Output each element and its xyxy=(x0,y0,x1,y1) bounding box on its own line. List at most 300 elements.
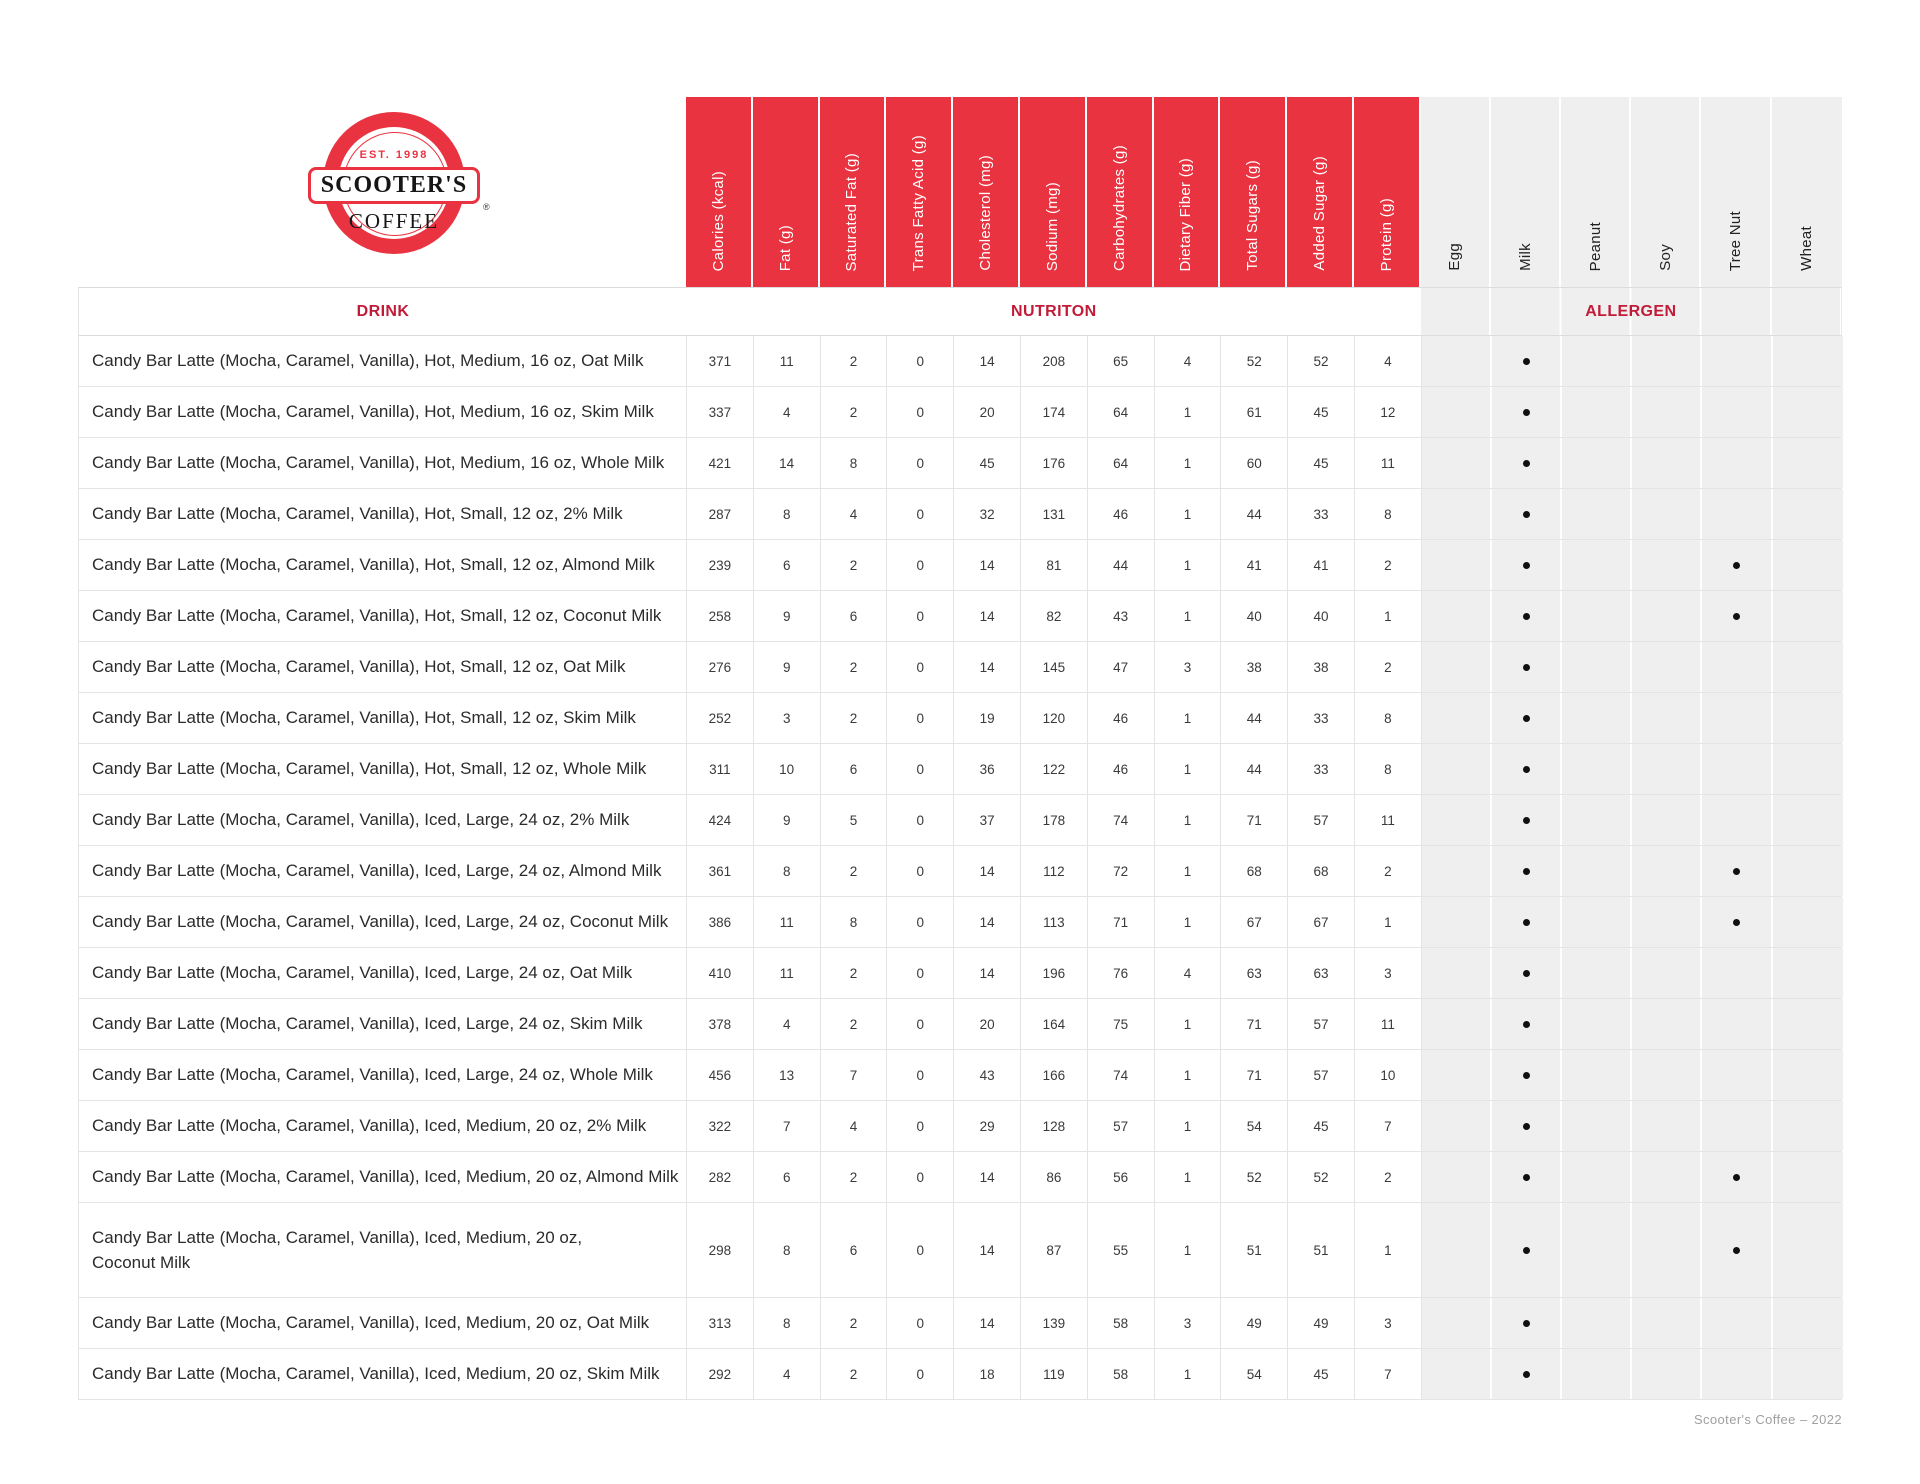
nutrition-column-label: Protein (g) xyxy=(1377,197,1395,271)
nutrition-table xyxy=(78,97,1842,1400)
nutrition-value-cell: 29 xyxy=(954,1101,1021,1151)
allergen-cell xyxy=(1702,1349,1772,1399)
nutrition-value-cell: 7 xyxy=(754,1101,821,1151)
allergen-dot xyxy=(1523,868,1530,875)
nutrition-value-cell: 67 xyxy=(1221,897,1288,947)
nutrition-value-cell: 0 xyxy=(887,1050,954,1100)
allergen-cell xyxy=(1773,693,1843,743)
allergen-dot xyxy=(1733,613,1740,620)
nutrition-value-cell: 86 xyxy=(1021,1152,1088,1202)
nutrition-value-cell: 112 xyxy=(1021,846,1088,896)
nutrition-value-cell: 14 xyxy=(754,438,821,488)
table-row xyxy=(79,642,1841,693)
table-row xyxy=(79,336,1841,387)
nutrition-value-cell: 51 xyxy=(1288,1203,1355,1297)
drink-name-line: Candy Bar Latte (Mocha, Caramel, Vanilla), Hot, Small, 12 oz, Coconut Milk xyxy=(92,606,662,626)
nutrition-value-cell: 164 xyxy=(1021,999,1088,1049)
allergen-cell xyxy=(1632,489,1702,539)
allergen-cell xyxy=(1562,1203,1632,1297)
nutrition-value-cell: 0 xyxy=(887,1298,954,1348)
nutrition-value-cell: 1 xyxy=(1155,846,1222,896)
drink-name-line: Candy Bar Latte (Mocha, Caramel, Vanilla), Hot, Small, 12 oz, Whole Milk xyxy=(92,759,647,779)
nutrition-value-cell: 2 xyxy=(1355,642,1422,692)
nutrition-column-header xyxy=(1354,97,1421,287)
nutrition-value-cell: 47 xyxy=(1088,642,1155,692)
allergen-cell xyxy=(1492,336,1562,386)
allergen-cell xyxy=(1422,1298,1492,1348)
nutrition-value-cell: 1 xyxy=(1155,387,1222,437)
drink-name-cell xyxy=(79,1101,687,1151)
allergen-cell xyxy=(1632,1050,1702,1100)
drink-name-line: Candy Bar Latte (Mocha, Caramel, Vanilla), Iced, Large, 24 oz, Almond Milk xyxy=(92,861,662,881)
nutrition-column-header xyxy=(1154,97,1221,287)
nutrition-value-cell: 2 xyxy=(821,336,888,386)
allergen-cell xyxy=(1422,744,1492,794)
drink-name-line: Candy Bar Latte (Mocha, Caramel, Vanilla), Iced, Medium, 20 oz, 2% Milk xyxy=(92,1116,647,1136)
drink-name-cell xyxy=(79,591,687,641)
nutrition-value-cell: 6 xyxy=(821,591,888,641)
nutrition-value-cell: 14 xyxy=(954,1298,1021,1348)
nutrition-value-cell: 2 xyxy=(821,1152,888,1202)
table-row xyxy=(79,948,1841,999)
allergen-cell xyxy=(1422,1152,1492,1202)
allergen-cell xyxy=(1562,897,1632,947)
allergen-cell xyxy=(1422,846,1492,896)
drink-name-cell xyxy=(79,489,687,539)
nutrition-value-cell: 87 xyxy=(1021,1203,1088,1297)
allergen-cell xyxy=(1422,438,1492,488)
nutrition-value-cell: 76 xyxy=(1088,948,1155,998)
nutrition-value-cell: 19 xyxy=(954,693,1021,743)
allergen-column-label: Egg xyxy=(1446,243,1464,271)
allergen-cell xyxy=(1422,591,1492,641)
nutrition-value-cell: 82 xyxy=(1021,591,1088,641)
allergen-cell xyxy=(1773,744,1843,794)
allergen-cell xyxy=(1632,846,1702,896)
allergen-cell xyxy=(1422,642,1492,692)
allergen-cell xyxy=(1632,1152,1702,1202)
allergen-cell xyxy=(1632,1298,1702,1348)
nutrition-value-cell: 298 xyxy=(687,1203,754,1297)
drink-name-line: Candy Bar Latte (Mocha, Caramel, Vanilla), Iced, Large, 24 oz, Oat Milk xyxy=(92,963,633,983)
table-row xyxy=(79,693,1841,744)
nutrition-value-cell: 36 xyxy=(954,744,1021,794)
allergen-cell xyxy=(1632,1101,1702,1151)
nutrition-value-cell: 145 xyxy=(1021,642,1088,692)
nutrition-value-cell: 75 xyxy=(1088,999,1155,1049)
nutrition-column-label: Trans Fatty Acid (g) xyxy=(910,134,928,271)
allergen-cell xyxy=(1632,693,1702,743)
nutrition-value-cell: 128 xyxy=(1021,1101,1088,1151)
allergen-dot xyxy=(1523,919,1530,926)
section-header-row xyxy=(78,287,1842,336)
nutrition-value-cell: 45 xyxy=(954,438,1021,488)
nutrition-value-cell: 72 xyxy=(1088,846,1155,896)
allergen-cell xyxy=(1422,795,1492,845)
table-row xyxy=(79,846,1841,897)
nutrition-value-cell: 122 xyxy=(1021,744,1088,794)
nutrition-value-cell: 11 xyxy=(1355,438,1422,488)
nutrition-value-cell: 43 xyxy=(954,1050,1021,1100)
allergen-cell xyxy=(1773,1298,1843,1348)
table-row xyxy=(79,1152,1841,1203)
nutrition-value-cell: 40 xyxy=(1221,591,1288,641)
allergen-cell xyxy=(1773,336,1843,386)
nutrition-value-cell: 11 xyxy=(1355,795,1422,845)
nutrition-value-cell: 71 xyxy=(1221,795,1288,845)
nutrition-value-cell: 0 xyxy=(887,948,954,998)
drink-name-line: Candy Bar Latte (Mocha, Caramel, Vanilla), Hot, Small, 12 oz, Skim Milk xyxy=(92,708,636,728)
logo-est-text: EST. 1998 xyxy=(359,149,429,161)
section-title-nutrition: NUTRITON xyxy=(1011,302,1097,320)
nutrition-value-cell: 45 xyxy=(1288,1101,1355,1151)
allergen-cell xyxy=(1492,540,1562,590)
allergen-cell xyxy=(1562,1152,1632,1202)
nutrition-value-cell: 1 xyxy=(1155,1203,1222,1297)
allergen-cell xyxy=(1702,948,1772,998)
allergen-cell xyxy=(1492,489,1562,539)
nutrition-value-cell: 37 xyxy=(954,795,1021,845)
allergen-cell xyxy=(1422,387,1492,437)
allergen-cell xyxy=(1492,1152,1562,1202)
nutrition-value-cell: 33 xyxy=(1288,489,1355,539)
nutrition-value-cell: 20 xyxy=(954,999,1021,1049)
allergen-cell xyxy=(1562,642,1632,692)
allergen-cell xyxy=(1632,1349,1702,1399)
allergen-dot xyxy=(1523,715,1530,722)
drink-name-cell xyxy=(79,948,687,998)
nutrition-value-cell: 58 xyxy=(1088,1298,1155,1348)
allergen-dot xyxy=(1523,409,1530,416)
nutrition-value-cell: 4 xyxy=(1355,336,1422,386)
nutrition-value-cell: 1 xyxy=(1355,1203,1422,1297)
nutrition-value-cell: 176 xyxy=(1021,438,1088,488)
nutrition-value-cell: 14 xyxy=(954,897,1021,947)
drink-name-line: Candy Bar Latte (Mocha, Caramel, Vanilla), Hot, Small, 12 oz, Almond Milk xyxy=(92,555,655,575)
nutrition-value-cell: 1 xyxy=(1155,897,1222,947)
drink-name-line: Candy Bar Latte (Mocha, Caramel, Vanilla), Hot, Small, 12 oz, Oat Milk xyxy=(92,657,626,677)
nutrition-value-cell: 49 xyxy=(1221,1298,1288,1348)
allergen-column-header xyxy=(1701,97,1771,287)
allergen-cell xyxy=(1562,1101,1632,1151)
allergen-cell xyxy=(1773,387,1843,437)
allergen-column-header xyxy=(1631,97,1701,287)
nutrition-value-cell: 2 xyxy=(821,1298,888,1348)
nutrition-value-cell: 81 xyxy=(1021,540,1088,590)
allergen-cell xyxy=(1632,591,1702,641)
allergen-cell xyxy=(1492,1349,1562,1399)
nutrition-value-cell: 3 xyxy=(754,693,821,743)
nutrition-column-label: Total Sugars (g) xyxy=(1244,160,1262,271)
drink-name-line: Coconut Milk xyxy=(92,1253,191,1272)
nutrition-column-label: Saturated Fat (g) xyxy=(843,152,861,271)
drink-name-cell xyxy=(79,1203,687,1297)
allergen-cell xyxy=(1702,744,1772,794)
allergen-dot xyxy=(1523,970,1530,977)
nutrition-value-cell: 178 xyxy=(1021,795,1088,845)
allergen-cell xyxy=(1773,540,1843,590)
allergen-column-header xyxy=(1561,97,1631,287)
table-body xyxy=(78,336,1842,1400)
nutrition-value-cell: 67 xyxy=(1288,897,1355,947)
allergen-cell xyxy=(1773,1152,1843,1202)
nutrition-value-cell: 13 xyxy=(754,1050,821,1100)
allergen-dot xyxy=(1733,868,1740,875)
nutrition-value-cell: 8 xyxy=(754,1298,821,1348)
nutrition-value-cell: 46 xyxy=(1088,693,1155,743)
nutrition-value-cell: 52 xyxy=(1288,336,1355,386)
allergen-cell xyxy=(1702,1203,1772,1297)
nutrition-value-cell: 1 xyxy=(1155,1050,1222,1100)
table-row xyxy=(79,1203,1841,1298)
allergen-cell xyxy=(1702,642,1772,692)
nutrition-value-cell: 14 xyxy=(954,1152,1021,1202)
column-header-row xyxy=(78,97,1842,287)
nutrition-value-cell: 14 xyxy=(954,540,1021,590)
allergen-cell xyxy=(1562,540,1632,590)
nutrition-value-cell: 10 xyxy=(1355,1050,1422,1100)
allergen-column-label: Tree Nut xyxy=(1726,210,1744,271)
allergen-cell xyxy=(1632,1203,1702,1297)
nutrition-value-cell: 11 xyxy=(754,897,821,947)
nutrition-value-cell: 4 xyxy=(754,999,821,1049)
nutrition-value-cell: 1 xyxy=(1155,489,1222,539)
nutrition-value-cell: 64 xyxy=(1088,438,1155,488)
nutrition-value-cell: 11 xyxy=(754,336,821,386)
allergen-cell xyxy=(1492,744,1562,794)
nutrition-value-cell: 57 xyxy=(1288,1050,1355,1100)
nutrition-value-cell: 313 xyxy=(687,1298,754,1348)
allergen-cell xyxy=(1492,693,1562,743)
nutrition-column-header xyxy=(753,97,820,287)
nutrition-value-cell: 2 xyxy=(821,948,888,998)
allergen-column-header xyxy=(1491,97,1561,287)
nutrition-value-cell: 8 xyxy=(754,1203,821,1297)
nutrition-value-cell: 57 xyxy=(1088,1101,1155,1151)
allergen-dot xyxy=(1523,511,1530,518)
allergen-cell xyxy=(1422,948,1492,998)
allergen-dot xyxy=(1733,1247,1740,1254)
nutrition-value-cell: 8 xyxy=(754,489,821,539)
allergen-cell xyxy=(1702,336,1772,386)
allergen-dot xyxy=(1733,562,1740,569)
nutrition-value-cell: 6 xyxy=(754,1152,821,1202)
nutrition-value-cell: 74 xyxy=(1088,1050,1155,1100)
drink-name-cell xyxy=(79,642,687,692)
nutrition-value-cell: 3 xyxy=(1355,948,1422,998)
nutrition-value-cell: 0 xyxy=(887,387,954,437)
nutrition-value-cell: 3 xyxy=(1155,1298,1222,1348)
nutrition-value-cell: 0 xyxy=(887,438,954,488)
nutrition-value-cell: 74 xyxy=(1088,795,1155,845)
nutrition-value-cell: 1 xyxy=(1155,1349,1222,1399)
allergen-cell xyxy=(1702,1298,1772,1348)
nutrition-value-cell: 120 xyxy=(1021,693,1088,743)
allergen-cell xyxy=(1562,948,1632,998)
nutrition-value-cell: 2 xyxy=(1355,846,1422,896)
allergen-cell xyxy=(1422,1101,1492,1151)
allergen-cell xyxy=(1702,387,1772,437)
nutrition-value-cell: 0 xyxy=(887,1101,954,1151)
nutrition-value-cell: 196 xyxy=(1021,948,1088,998)
drink-name-cell xyxy=(79,1298,687,1348)
nutrition-value-cell: 54 xyxy=(1221,1101,1288,1151)
allergen-cell xyxy=(1773,846,1843,896)
allergen-cell xyxy=(1492,1050,1562,1100)
table-row xyxy=(79,1101,1841,1152)
nutrition-value-cell: 292 xyxy=(687,1349,754,1399)
nutrition-value-cell: 287 xyxy=(687,489,754,539)
logo-brand-name: SCOOTER'S xyxy=(320,172,468,198)
nutrition-column-label: Calories (kcal) xyxy=(709,170,727,271)
nutrition-value-cell: 14 xyxy=(954,336,1021,386)
drink-name-line: Candy Bar Latte (Mocha, Caramel, Vanilla), Iced, Medium, 20 oz, Almond Milk xyxy=(92,1167,679,1187)
nutrition-value-cell: 60 xyxy=(1221,438,1288,488)
nutrition-value-cell: 239 xyxy=(687,540,754,590)
nutrition-value-cell: 9 xyxy=(754,591,821,641)
nutrition-column-header xyxy=(1020,97,1087,287)
nutrition-value-cell: 3 xyxy=(1355,1298,1422,1348)
nutrition-column-label: Cholesterol (mg) xyxy=(977,155,995,271)
nutrition-value-cell: 337 xyxy=(687,387,754,437)
allergen-cell xyxy=(1492,642,1562,692)
nutrition-value-cell: 1 xyxy=(1155,1101,1222,1151)
nutrition-value-cell: 63 xyxy=(1221,948,1288,998)
nutrition-value-cell: 33 xyxy=(1288,744,1355,794)
nutrition-column-label: Fat (g) xyxy=(776,224,794,271)
allergen-cell xyxy=(1773,948,1843,998)
nutrition-value-cell: 71 xyxy=(1088,897,1155,947)
nutrition-value-cell: 456 xyxy=(687,1050,754,1100)
allergen-cell xyxy=(1632,999,1702,1049)
allergen-cell xyxy=(1702,540,1772,590)
nutrition-value-cell: 8 xyxy=(821,897,888,947)
allergen-cell xyxy=(1773,1101,1843,1151)
allergen-cell xyxy=(1562,336,1632,386)
drink-name-line: Candy Bar Latte (Mocha, Caramel, Vanilla), Iced, Large, 24 oz, Coconut Milk xyxy=(92,912,669,932)
nutrition-value-cell: 32 xyxy=(954,489,1021,539)
table-row xyxy=(79,744,1841,795)
allergen-cell xyxy=(1422,540,1492,590)
nutrition-value-cell: 3 xyxy=(1155,642,1222,692)
allergen-cell xyxy=(1632,744,1702,794)
nutrition-value-cell: 8 xyxy=(1355,693,1422,743)
allergen-column-label: Soy xyxy=(1656,244,1674,271)
nutrition-value-cell: 45 xyxy=(1288,438,1355,488)
nutrition-value-cell: 11 xyxy=(754,948,821,998)
drink-name-cell xyxy=(79,846,687,896)
nutrition-value-cell: 2 xyxy=(821,999,888,1049)
nutrition-value-cell: 6 xyxy=(821,744,888,794)
nutrition-value-cell: 54 xyxy=(1221,1349,1288,1399)
nutrition-value-cell: 322 xyxy=(687,1101,754,1151)
allergen-cell xyxy=(1702,591,1772,641)
allergen-cell xyxy=(1632,387,1702,437)
allergen-dot xyxy=(1523,1247,1530,1254)
allergen-cell xyxy=(1632,897,1702,947)
nutrition-value-cell: 68 xyxy=(1221,846,1288,896)
allergen-cell xyxy=(1773,1050,1843,1100)
nutrition-column-header xyxy=(820,97,887,287)
allergen-dot xyxy=(1523,1123,1530,1130)
allergen-cell xyxy=(1702,1050,1772,1100)
nutrition-value-cell: 9 xyxy=(754,642,821,692)
allergen-cell xyxy=(1422,336,1492,386)
nutrition-value-cell: 0 xyxy=(887,540,954,590)
nutrition-value-cell: 0 xyxy=(887,489,954,539)
allergen-cell xyxy=(1773,999,1843,1049)
allergen-cell xyxy=(1562,693,1632,743)
nutrition-value-cell: 9 xyxy=(754,795,821,845)
allergen-column-label: Wheat xyxy=(1798,226,1816,271)
allergen-cell xyxy=(1492,795,1562,845)
allergen-cell xyxy=(1562,387,1632,437)
nutrition-value-cell: 0 xyxy=(887,897,954,947)
nutrition-value-cell: 8 xyxy=(1355,489,1422,539)
allergen-cell xyxy=(1492,846,1562,896)
drink-name-line: Candy Bar Latte (Mocha, Caramel, Vanilla), Iced, Large, 24 oz, 2% Milk xyxy=(92,810,630,830)
nutrition-value-cell: 4 xyxy=(1155,336,1222,386)
nutrition-value-cell: 65 xyxy=(1088,336,1155,386)
table-row xyxy=(79,489,1841,540)
nutrition-value-cell: 4 xyxy=(821,1101,888,1151)
nutrition-value-cell: 166 xyxy=(1021,1050,1088,1100)
nutrition-value-cell: 0 xyxy=(887,1349,954,1399)
allergen-dot xyxy=(1523,766,1530,773)
nutrition-value-cell: 2 xyxy=(821,642,888,692)
drink-name-cell xyxy=(79,795,687,845)
allergen-column-header xyxy=(1772,97,1842,287)
nutrition-value-cell: 0 xyxy=(887,693,954,743)
nutrition-value-cell: 4 xyxy=(821,489,888,539)
nutrition-value-cell: 0 xyxy=(887,744,954,794)
drink-name-cell xyxy=(79,1050,687,1100)
drink-header-spacer xyxy=(78,97,686,287)
allergen-cell xyxy=(1492,591,1562,641)
nutrition-column-label: Dietary Fiber (g) xyxy=(1177,157,1195,271)
drink-name-line: Candy Bar Latte (Mocha, Caramel, Vanilla), Iced, Medium, 20 oz, Oat Milk xyxy=(92,1313,650,1333)
nutrition-column-label: Added Sugar (g) xyxy=(1311,156,1329,271)
nutrition-value-cell: 57 xyxy=(1288,999,1355,1049)
allergen-cell xyxy=(1773,897,1843,947)
allergen-cell xyxy=(1422,693,1492,743)
allergen-cell xyxy=(1632,795,1702,845)
nutrition-value-cell: 1 xyxy=(1155,999,1222,1049)
nutrition-value-cell: 208 xyxy=(1021,336,1088,386)
nutrition-value-cell: 6 xyxy=(754,540,821,590)
nutrition-value-cell: 424 xyxy=(687,795,754,845)
allergen-cell xyxy=(1562,999,1632,1049)
allergen-dot xyxy=(1523,1021,1530,1028)
table-row xyxy=(79,387,1841,438)
nutrition-value-cell: 8 xyxy=(821,438,888,488)
nutrition-column-header xyxy=(886,97,953,287)
nutrition-value-cell: 1 xyxy=(1155,438,1222,488)
allergen-cell xyxy=(1562,1298,1632,1348)
section-title-allergen: ALLERGEN xyxy=(1421,288,1841,335)
nutrition-value-cell: 71 xyxy=(1221,1050,1288,1100)
nutrition-value-cell: 7 xyxy=(1355,1101,1422,1151)
section-title-drink: DRINK xyxy=(356,302,410,320)
nutrition-value-cell: 252 xyxy=(687,693,754,743)
nutrition-value-cell: 378 xyxy=(687,999,754,1049)
nutrition-value-cell: 55 xyxy=(1088,1203,1155,1297)
allergen-dot xyxy=(1523,664,1530,671)
nutrition-value-cell: 45 xyxy=(1288,387,1355,437)
nutrition-value-cell: 52 xyxy=(1288,1152,1355,1202)
nutrition-value-cell: 386 xyxy=(687,897,754,947)
allergen-dot xyxy=(1733,919,1740,926)
